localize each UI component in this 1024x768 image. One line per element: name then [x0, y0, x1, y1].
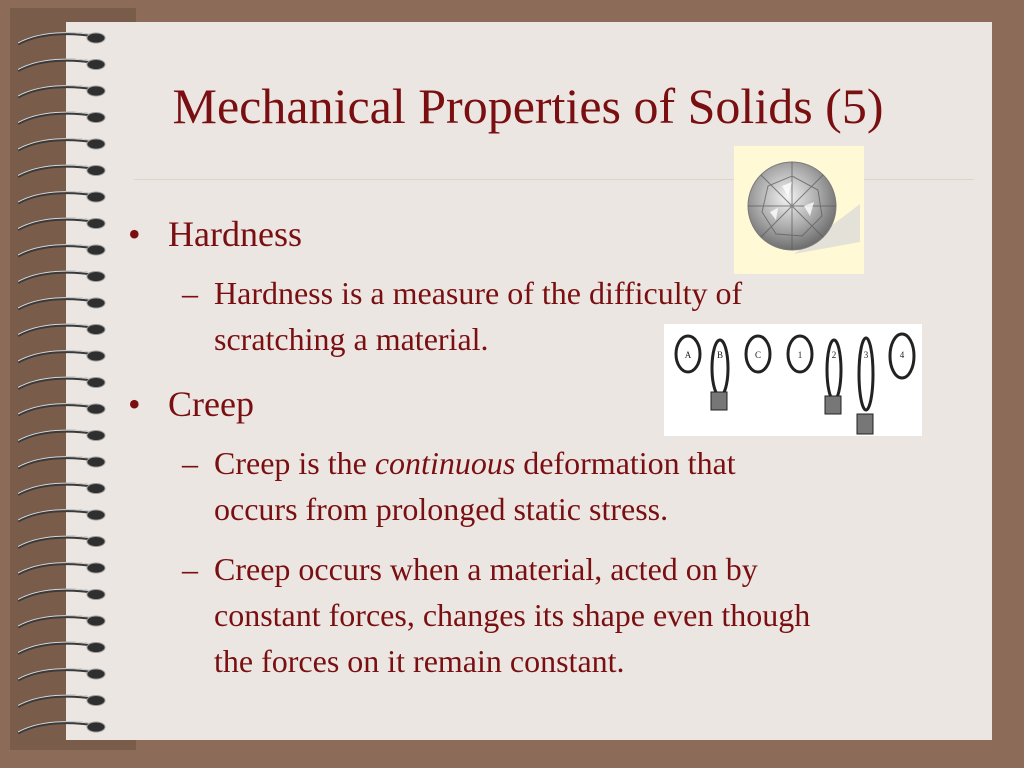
binding-coil	[18, 642, 105, 653]
spring-label-1: 1	[797, 350, 803, 360]
weight-block	[711, 392, 727, 410]
diamond-icon	[734, 146, 864, 274]
binding-coil	[18, 616, 105, 627]
binding-coil	[18, 139, 105, 150]
binding-coil	[18, 430, 105, 441]
weight-block	[825, 396, 841, 414]
binding-coil	[18, 669, 105, 680]
binding-coil	[18, 695, 105, 706]
slide-title: Mechanical Properties of Solids (5)	[172, 78, 884, 134]
creep-detail-line3: the forces on it remain constant.	[214, 643, 625, 679]
binding-coil	[18, 510, 105, 521]
binding-coil	[18, 192, 105, 203]
binding-coil	[18, 589, 105, 600]
binding-coil	[18, 218, 105, 229]
spring-3	[859, 338, 873, 410]
creep-def-pre: Creep is the	[214, 445, 375, 481]
creep-def-line1	[214, 440, 736, 486]
creep-detail-line1: Creep occurs when a material, acted on by	[214, 551, 758, 587]
binding-coil	[18, 536, 105, 547]
binding-coil	[18, 245, 105, 256]
spring-label-b: B	[716, 350, 724, 360]
dash-marker: –	[182, 551, 198, 587]
binding-coil	[18, 377, 105, 388]
creep-springs-image	[664, 324, 922, 436]
spring-label-4: 4	[899, 350, 905, 360]
creep-detail-line2: constant forces, changes its shape even though	[214, 597, 811, 633]
binding-coil	[18, 351, 105, 362]
binding-coil	[18, 324, 105, 335]
binding-coil	[18, 483, 105, 494]
binding-coil	[18, 33, 105, 44]
binding-coil	[18, 165, 105, 176]
spring-2	[827, 340, 841, 400]
binding-coil	[18, 563, 105, 574]
binding-coil	[18, 271, 105, 282]
spring-label-c: C	[754, 350, 762, 360]
binding-coil	[18, 59, 105, 70]
spring-b	[712, 340, 728, 396]
hardness-def-line2: scratching a material.	[214, 321, 489, 357]
weight-block	[857, 414, 873, 434]
binding-coil	[18, 298, 105, 309]
bullet-creep: Creep	[168, 384, 254, 424]
bullet-marker: •	[128, 214, 141, 254]
hardness-def-line1: Hardness is a measure of the difficulty of	[214, 275, 743, 311]
binding-coil	[18, 722, 105, 733]
binding-coil	[18, 457, 105, 468]
creep-def-post: deformation that	[515, 445, 736, 481]
dash-marker: –	[182, 275, 198, 311]
bullet-hardness: Hardness	[168, 214, 302, 254]
creep-def-line2: occurs from prolonged static stress.	[214, 491, 669, 527]
binding-coil	[18, 404, 105, 415]
diamond-image	[734, 146, 864, 274]
spring-label-a: A	[684, 350, 692, 360]
spring-label-2: 2	[831, 350, 837, 360]
dash-marker: –	[182, 445, 198, 481]
bullet-marker: •	[128, 384, 141, 424]
springs-illustration	[664, 324, 922, 436]
creep-def-emphasis: continuous	[374, 445, 516, 481]
spring-label-3: 3	[863, 350, 869, 360]
